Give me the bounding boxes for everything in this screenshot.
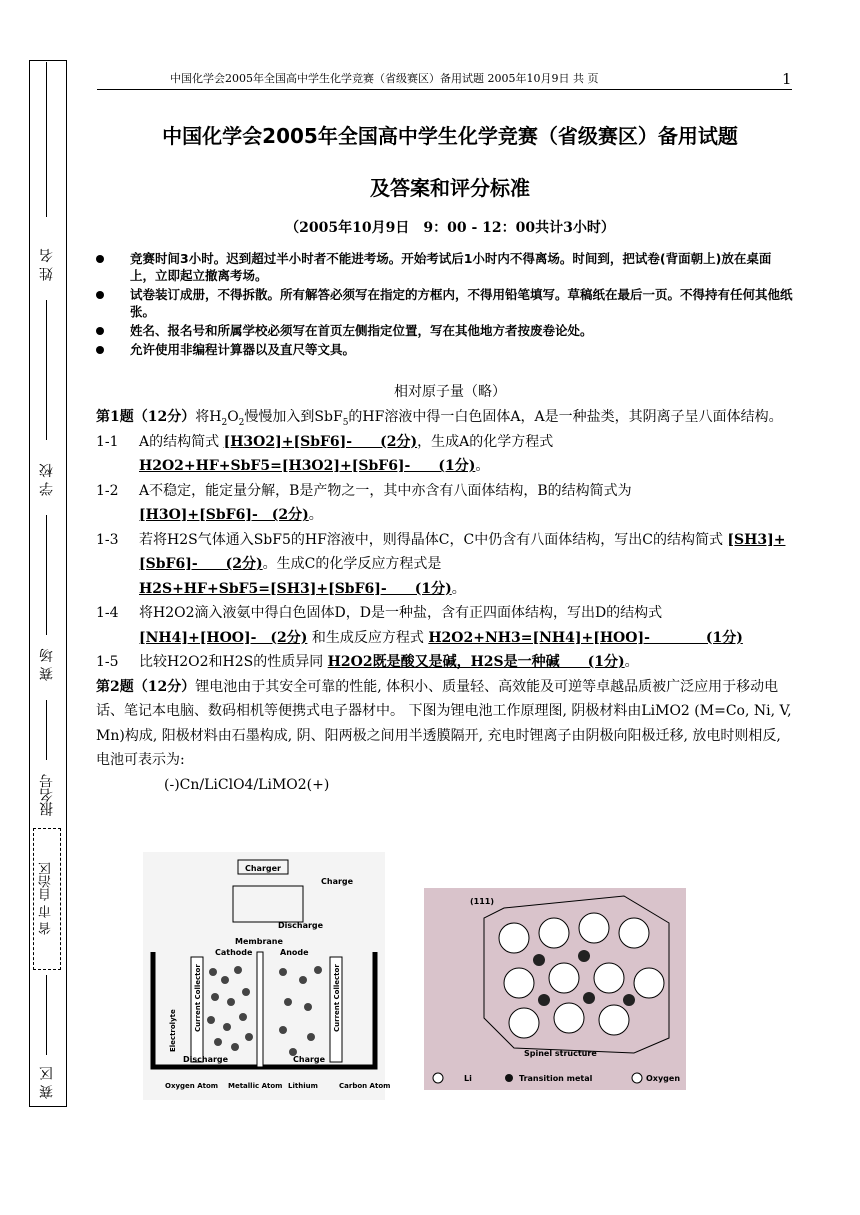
current-collector-label: Current Collector	[333, 964, 341, 1032]
discharge-arrow-label: Discharge	[183, 1055, 229, 1064]
exam-rules	[96, 250, 796, 360]
regno-line	[46, 700, 47, 760]
name-line	[46, 62, 47, 217]
q1-4-equation: H2O2+NH3=[NH4]+[HOO]- (1分)	[428, 629, 743, 646]
area-line	[46, 975, 47, 1055]
page-subtitle: 及答案和评分标准	[370, 176, 530, 200]
question-body	[96, 405, 794, 797]
q1-3-answer: [SH3]+[SbF6]- (2分)	[139, 531, 786, 572]
plane-label: (111)	[470, 897, 495, 906]
membrane-label: Membrane	[235, 937, 283, 946]
room-line	[46, 515, 47, 635]
cathode-label: Cathode	[215, 948, 253, 957]
page-number: 1	[782, 70, 792, 88]
exam-date: （2005年10月9日 9：00 - 12：00共计3小时）	[285, 220, 615, 236]
legend-metallic: Metallic Atom	[228, 1082, 283, 1090]
spinel-diagram	[424, 888, 686, 1090]
name-label: 姓 名	[39, 248, 55, 282]
bullet-icon	[96, 255, 104, 263]
school-label: 学 校	[39, 463, 55, 497]
page-title: 中国化学会2005年全国高中学生化学竞赛（省级赛区）备用试题	[162, 124, 738, 148]
room-label: 赛 场	[39, 648, 55, 682]
q1-intro: 第1题（12分）将$H_2O_2$慢慢加入到SbF$_5$的HF溶液中得一白色固体A，A是一种盐类，其阴离子呈八面体结构。	[96, 409, 783, 428]
area-label: 赛 区	[39, 1066, 55, 1099]
charger-label: Charger	[244, 864, 282, 873]
legend-transition-metal: Transition metal	[519, 1074, 593, 1083]
q1-2-answer: [H3O]+[SbF6]- (2分)	[139, 507, 309, 523]
q1-3: 1-3 若将H2S气体通入SbF5的HF溶液中，则得晶体C，C中仍含有八面体结构，写出C的结构简式 [SH3]+[SbF6]- (2分)。生成C的化学反应方程式是 H2S+HF+SbF5=[SH3]+[SbF6]- (1分)。	[96, 531, 786, 597]
legend-oxygen: Oxygen Atom	[165, 1082, 219, 1090]
q1-5: 1-5 比较H2O2和H2S的性质异同 H2O2既是酸又是碱，H2S是一种碱 (1分)。	[96, 654, 639, 670]
rule-item: 试卷装订成册，不得拆散。所有解答必须写在指定的方框内，不得用铅笔填写。草稿纸在最后一页。不得持有任何其他纸张。	[96, 286, 796, 320]
q2-heading: 第2题（12分）	[96, 678, 196, 695]
q2-intro: 第2题（12分）锂电池由于其安全可靠的性能, 体积小、质量轻、高效能及可逆等卓越品质被广泛应用于移动电话、笔记本电脑、数码相机等便携式电子器材中。 下图为锂电池工作原理图, 阴极材料由LiMO2 (M=Co, Ni, V, Mn)构成, 阳极材料由石墨构成, 阴、阳两极之间用半透膜隔开, 充电时锂离子由阴极向阳极迁移, 放电时则相反, 电池可表示为:	[96, 678, 792, 768]
legend-li: Li	[464, 1074, 472, 1083]
header-rule	[97, 89, 792, 90]
region-label: 省 市 自治区	[39, 861, 54, 935]
running-header: 中国化学会2005年全国高中学生化学竞赛（省级赛区）备用试题 2005年10月9日 共 页	[170, 72, 599, 85]
q1-heading: 第1题（12分）	[96, 409, 196, 425]
regno-label: 报名号	[39, 774, 55, 817]
atomic-mass-note: 相对原子量（略）	[394, 384, 506, 400]
charge-arrow-label: Charge	[293, 1055, 326, 1064]
school-line	[46, 300, 47, 440]
q1-1-answer: [H3O2]+[SbF6]- (2分)	[223, 433, 418, 450]
bullet-icon	[96, 291, 104, 299]
current-collector-label: Current Collector	[194, 964, 202, 1032]
legend-carbon: Carbon Atom	[339, 1082, 391, 1090]
discharge-label: Discharge	[278, 921, 324, 930]
legend-oxygen: Oxygen	[646, 1074, 681, 1083]
rule-item: 竞赛时间3小时。迟到超过半小时者不能进考场。开始考试后1小时内不得离场。时间到，把试卷(背面朝上)放在桌面上，立即起立撤离考场。	[96, 250, 796, 284]
rule-item: 姓名、报名号和所属学校必须写在首页左侧指定位置，写在其他地方者按废卷论处。	[96, 322, 796, 339]
anode-label: Anode	[280, 948, 309, 957]
spinel-caption: Spinel structure	[524, 1049, 597, 1058]
q1-2: 1-2 A不稳定，能定量分解，B是产物之一，其中亦含有八面体结构，B的结构简式为 [H3O]+[SbF6]- (2分)。	[96, 482, 632, 523]
electrolyte-label: Electrolyte	[169, 1009, 177, 1052]
q1-4-answer: [NH4]+[HOO]- (2分)	[139, 629, 308, 646]
cell-notation: (-)Cn/LiClO4/LiMO2(+)	[164, 776, 330, 793]
bullet-icon	[96, 327, 104, 335]
battery-diagram	[143, 852, 391, 1100]
charge-label: Charge	[321, 877, 354, 886]
rule-item: 允许使用非编程计算器以及直尺等文具。	[96, 341, 796, 358]
legend-lithium: Lithium	[288, 1082, 318, 1090]
q1-4: 1-4 将H2O2滴入液氨中得白色固体D，D是一种盐，含有正四面体结构，写出D的结构式 [NH4]+[HOO]- (2分) 和生成反应方程式 H2O2+NH3=[NH4]+[HOO]- (1分)	[96, 605, 743, 646]
bullet-icon	[96, 346, 104, 354]
q1-5-answer: H2O2既是酸又是碱，H2S是一种碱 (1分)	[327, 654, 625, 670]
q1-1-equation: H2O2+HF+SbF5=[H3O2]+[SbF6]- (1分)	[139, 458, 476, 474]
q1-3-equation: H2S+HF+SbF5=[SH3]+[SbF6]- (1分)	[139, 580, 452, 597]
q1-1: 1-1 A的结构简式 [H3O2]+[SbF6]- (2分)，生成A的化学方程式 H2O2+HF+SbF5=[H3O2]+[SbF6]- (1分)。	[96, 433, 554, 474]
